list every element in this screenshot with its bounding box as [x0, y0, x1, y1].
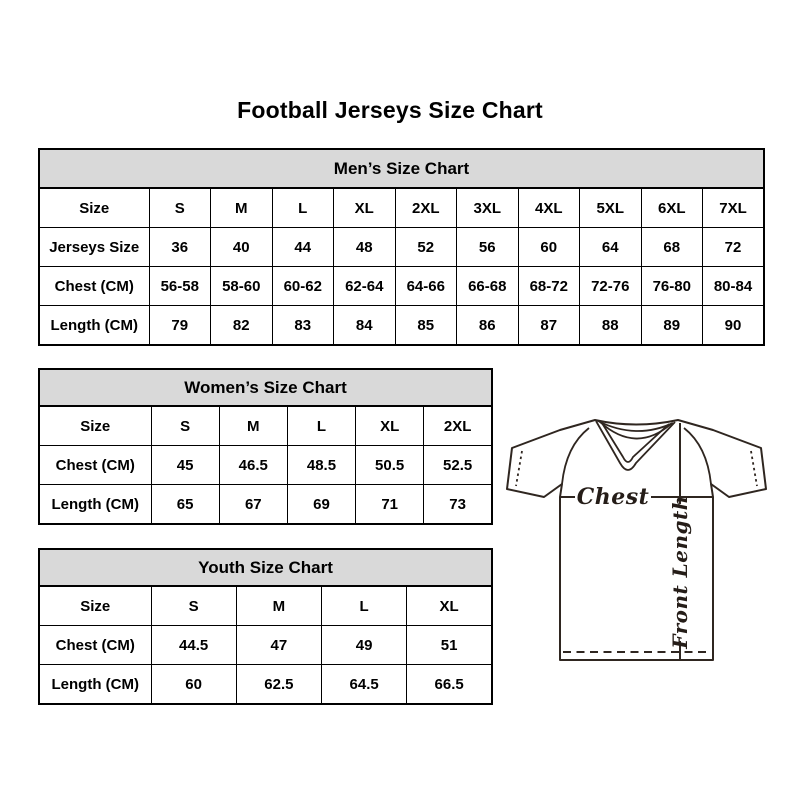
- size-cell: 5XL: [580, 188, 642, 228]
- size-cell: 69: [287, 485, 355, 525]
- womens-size-chart-table: [38, 368, 493, 525]
- size-cell: 86: [457, 306, 519, 346]
- size-cell: 71: [356, 485, 424, 525]
- size-cell: M: [211, 188, 273, 228]
- size-cell: 51: [407, 626, 492, 665]
- size-cell: 60: [518, 228, 580, 267]
- size-cell: M: [219, 406, 287, 446]
- row-label: Length (CM): [39, 485, 151, 525]
- size-cell: 40: [211, 228, 273, 267]
- table-row: [39, 228, 764, 267]
- jersey-measurement-diagram: [505, 402, 773, 674]
- size-cell: 44.5: [151, 626, 236, 665]
- size-cell: 46.5: [219, 446, 287, 485]
- size-cell: 52.5: [424, 446, 492, 485]
- size-cell: 60-62: [272, 267, 334, 306]
- row-label: Chest (CM): [39, 446, 151, 485]
- size-cell: 52: [395, 228, 457, 267]
- size-cell: 45: [151, 446, 219, 485]
- size-cell: 87: [518, 306, 580, 346]
- size-cell: 64: [580, 228, 642, 267]
- row-label: Length (CM): [39, 306, 149, 346]
- size-cell: 58-60: [211, 267, 273, 306]
- size-cell: 84: [334, 306, 396, 346]
- size-cell: XL: [356, 406, 424, 446]
- size-cell: 4XL: [518, 188, 580, 228]
- size-cell: L: [322, 586, 407, 626]
- size-cell: 67: [219, 485, 287, 525]
- row-label: Chest (CM): [39, 267, 149, 306]
- table-row: [39, 485, 492, 525]
- size-cell: 65: [151, 485, 219, 525]
- size-cell: 7XL: [703, 188, 765, 228]
- size-cell: 85: [395, 306, 457, 346]
- size-cell: 90: [703, 306, 765, 346]
- size-cell: 47: [236, 626, 321, 665]
- size-cell: 89: [641, 306, 703, 346]
- row-label: Size: [39, 406, 151, 446]
- size-cell: 66.5: [407, 665, 492, 705]
- right-cuff-stitch-icon: [751, 451, 757, 486]
- size-cell: 3XL: [457, 188, 519, 228]
- size-cell: 56: [457, 228, 519, 267]
- size-cell: 64-66: [395, 267, 457, 306]
- mens-size-chart-table: [38, 148, 765, 346]
- front-length-label: Front Length: [668, 495, 692, 649]
- page-title: Football Jerseys Size Chart: [237, 97, 543, 123]
- womens-chart-title: Women’s Size Chart: [39, 369, 492, 406]
- size-cell: 60: [151, 665, 236, 705]
- right-armhole-seam-icon: [684, 428, 711, 484]
- size-cell: 68: [641, 228, 703, 267]
- size-cell: L: [287, 406, 355, 446]
- size-cell: 66-68: [457, 267, 519, 306]
- row-label: Jerseys Size: [39, 228, 149, 267]
- row-label: Length (CM): [39, 665, 151, 705]
- size-cell: 48: [334, 228, 396, 267]
- size-cell: 72-76: [580, 267, 642, 306]
- size-cell: 62-64: [334, 267, 396, 306]
- table-header-row: [39, 549, 492, 586]
- size-cell: XL: [334, 188, 396, 228]
- size-cell: 80-84: [703, 267, 765, 306]
- row-label: Size: [39, 188, 149, 228]
- size-cell: XL: [407, 586, 492, 626]
- size-cell: 79: [149, 306, 211, 346]
- table-header-row: [39, 149, 764, 188]
- row-label: Size: [39, 586, 151, 626]
- table-row: [39, 306, 764, 346]
- size-cell: 2XL: [424, 406, 492, 446]
- size-cell: 76-80: [641, 267, 703, 306]
- table-row: [39, 267, 764, 306]
- table-row: [39, 446, 492, 485]
- youth-chart-title: Youth Size Chart: [39, 549, 492, 586]
- size-cell: 56-58: [149, 267, 211, 306]
- size-cell: 36: [149, 228, 211, 267]
- table-row: [39, 626, 492, 665]
- table-row: [39, 586, 492, 626]
- table-header-row: [39, 369, 492, 406]
- size-cell: 88: [580, 306, 642, 346]
- jersey-outline-icon: [507, 420, 766, 660]
- size-cell: S: [151, 406, 219, 446]
- size-cell: 49: [322, 626, 407, 665]
- size-cell: M: [236, 586, 321, 626]
- size-cell: 2XL: [395, 188, 457, 228]
- size-cell: 6XL: [641, 188, 703, 228]
- size-cell: 68-72: [518, 267, 580, 306]
- size-cell: 82: [211, 306, 273, 346]
- youth-size-chart-table: [38, 548, 493, 705]
- table-row: [39, 406, 492, 446]
- row-label: Chest (CM): [39, 626, 151, 665]
- size-cell: L: [272, 188, 334, 228]
- table-row: [39, 188, 764, 228]
- size-cell: S: [149, 188, 211, 228]
- size-cell: 50.5: [356, 446, 424, 485]
- table-row: [39, 665, 492, 705]
- size-cell: 44: [272, 228, 334, 267]
- size-cell: 62.5: [236, 665, 321, 705]
- left-cuff-stitch-icon: [516, 451, 522, 486]
- size-cell: S: [151, 586, 236, 626]
- size-cell: 73: [424, 485, 492, 525]
- left-armhole-seam-icon: [562, 428, 589, 484]
- size-cell: 64.5: [322, 665, 407, 705]
- chest-label: Chest: [576, 484, 650, 510]
- size-cell: 72: [703, 228, 765, 267]
- size-cell: 83: [272, 306, 334, 346]
- mens-chart-title: Men’s Size Chart: [39, 149, 764, 188]
- size-cell: 48.5: [287, 446, 355, 485]
